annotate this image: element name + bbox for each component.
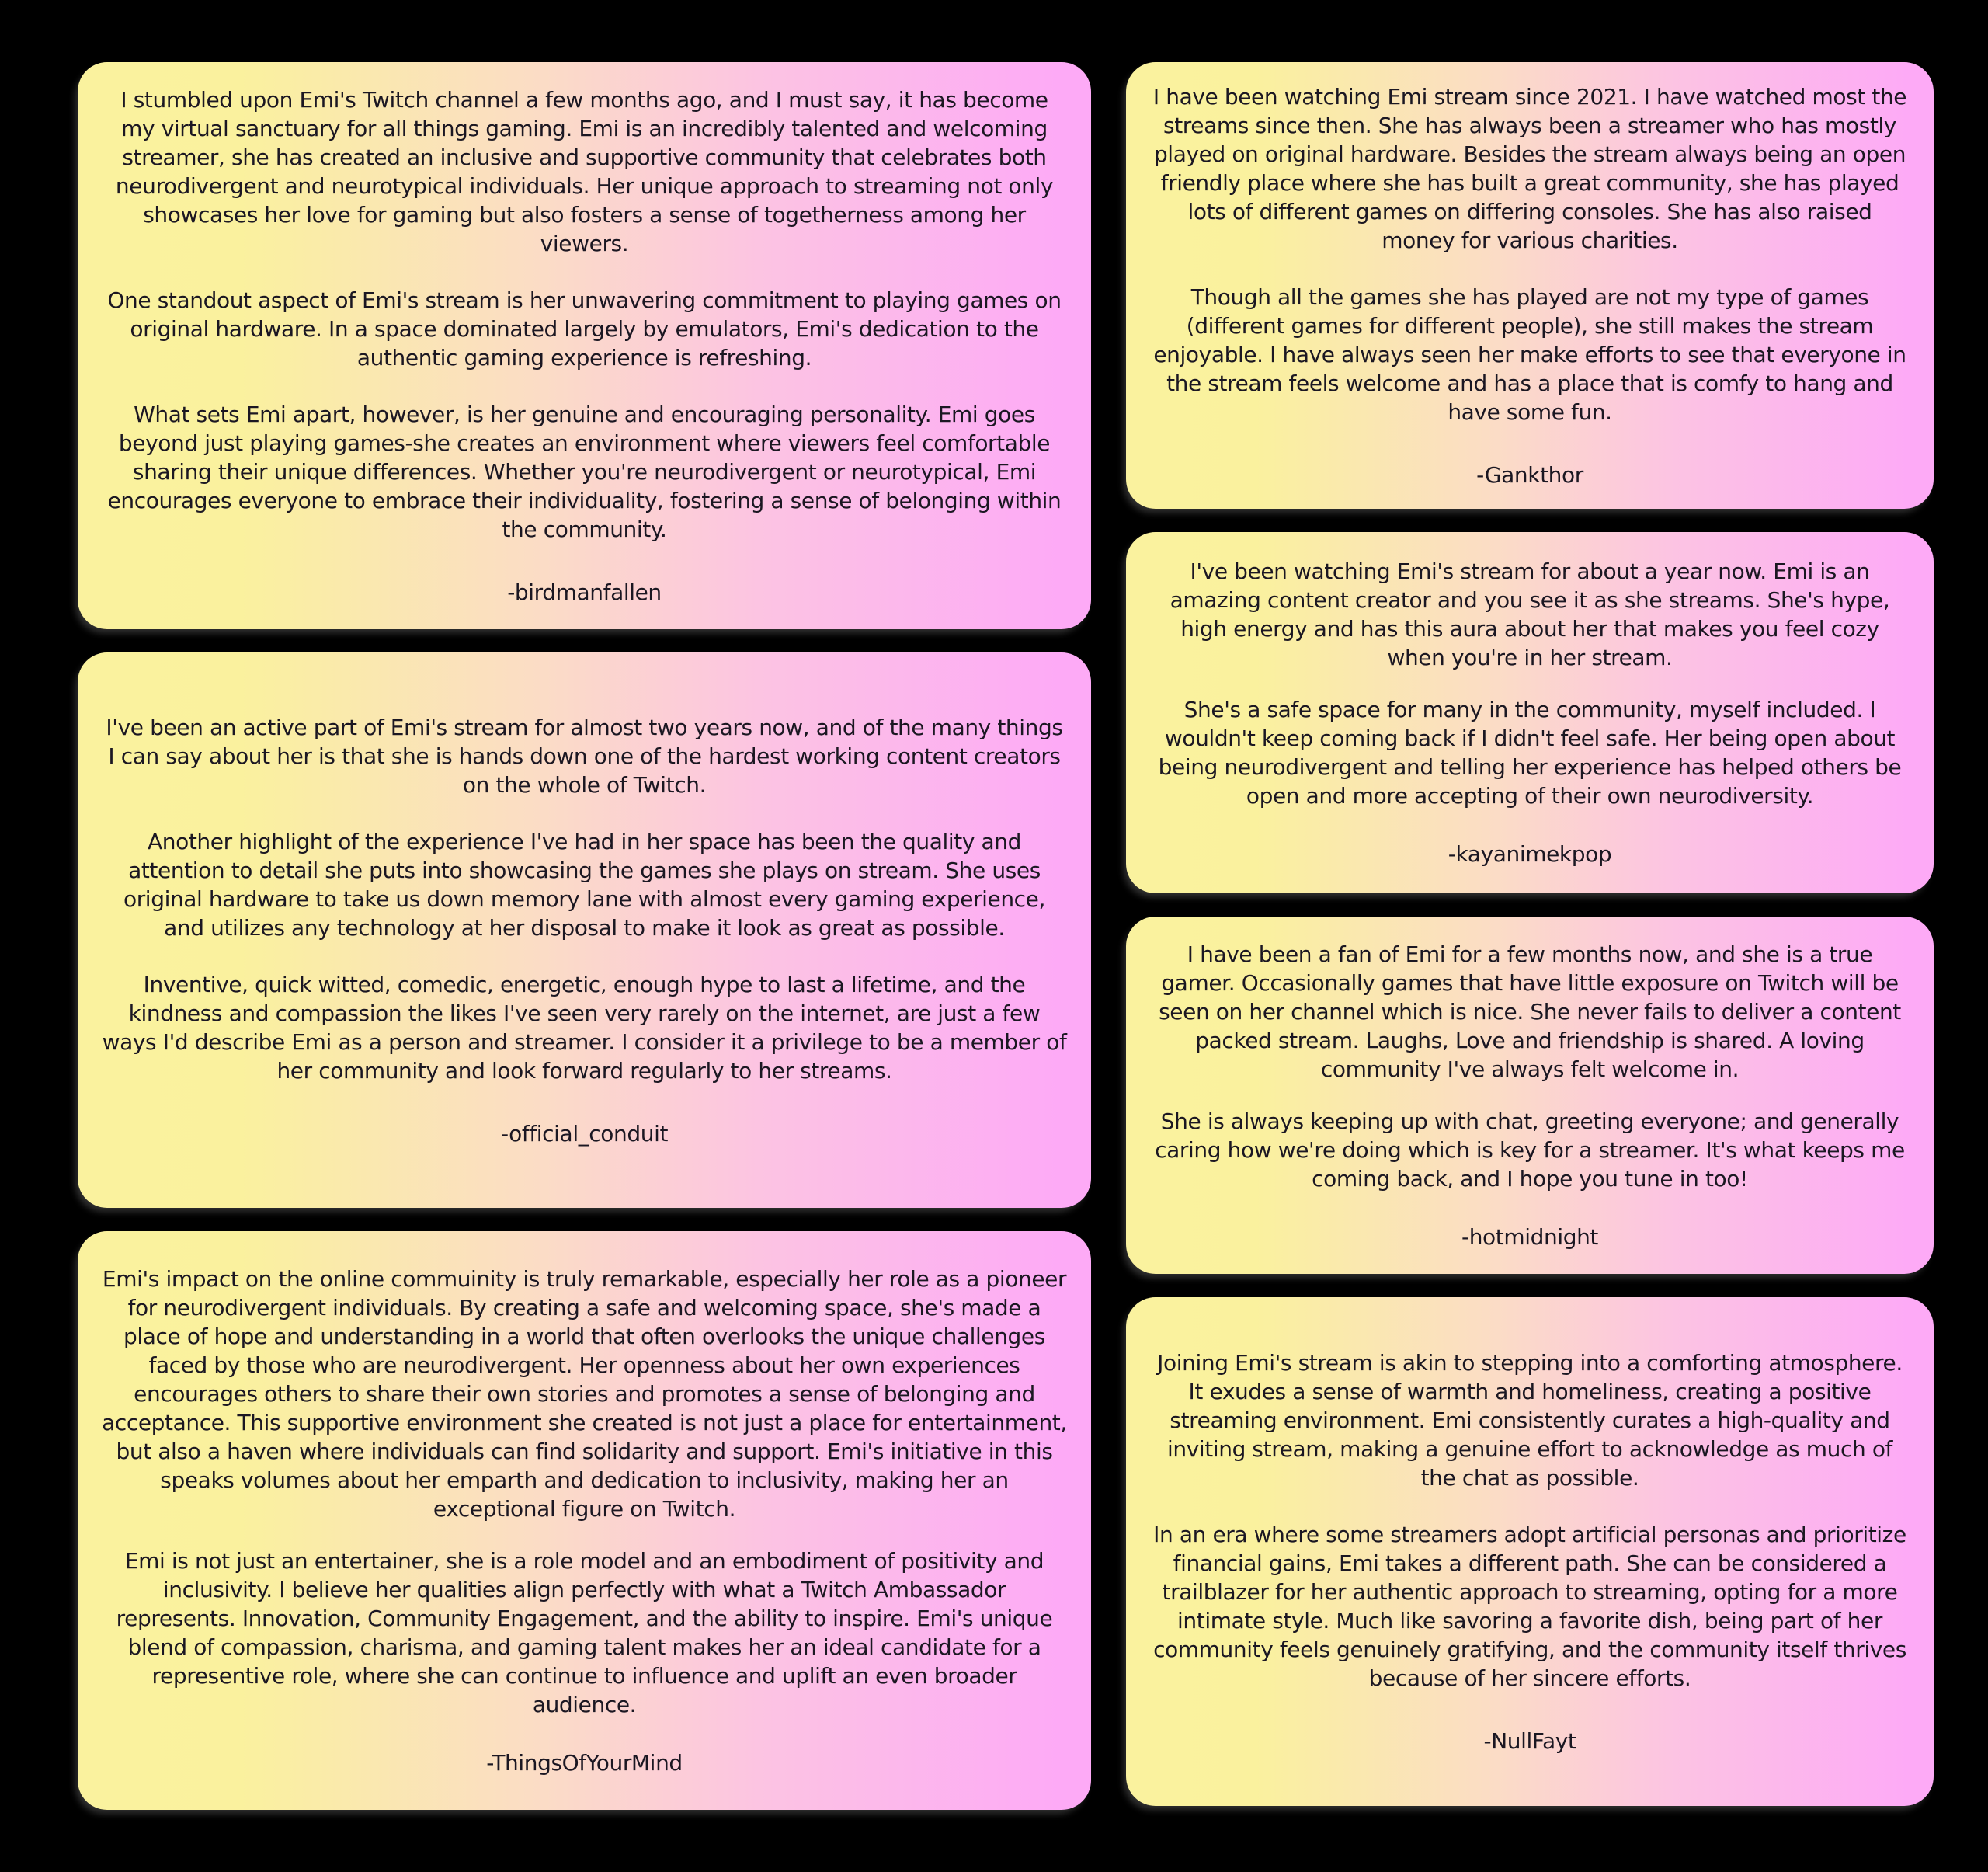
testimonial-card-kayanimekpop [1126, 532, 1934, 893]
testimonial-paragraph: Emi is not just an entertainer, she is a role model and an embodiment of positivity and inclusivity. I believe her qualities align perfectly with what a Twitch Ambassador represents. Innovation, Community Engagement, and the ability to inspire. Emi's unique blend of compassion, charisma, and gaming talent makes her an ideal candidate for a representive role, where she can continue to influence and uplift an even broader audience. [116, 1547, 1053, 1717]
testimonial-paragraph: I've been watching Emi's stream for about a year now. Emi is an amazing content creator and you see it as she streams. She's hype, high energy and has this aura about her that makes you feel cozy when you're in her stream. [1170, 558, 1890, 670]
testimonial-author: -ThingsOfYourMind [486, 1749, 683, 1776]
testimonial-paragraph: She's a safe space for many in the community, myself included. I wouldn't keep coming back if I didn't feel safe. Her being open about being neurodivergent and telling her experience has helped others be open and more accepting of their own neurodiversity. [1158, 697, 1902, 809]
testimonial-author: -birdmanfallen [507, 579, 662, 605]
testimonial-author: -hotmidnight [1461, 1223, 1598, 1250]
testimonial-paragraph: I have been a fan of Emi for a few months now, and she is a true gamer. Occasionally games that have little exposure on Twitch will be seen on her channel which is nice. She never fails to deliver a content packed stream. Laughs, Love and friendship is shared. A loving community I've always felt welcome in. [1159, 941, 1901, 1082]
right-column [1126, 62, 1934, 1806]
testimonial-paragraph: Another highlight of the experience I've had in her space has been the quality and attention to detail she puts into showcasing the games she plays on stream. She uses original hardware to take us down memory lane with almost every gaming experience, and utilizes any technology at her disposal to make it look as great as possible. [123, 828, 1046, 941]
testimonial-paragraph: I've been an active part of Emi's stream for almost two years now, and of the many things I can say about her is that she is hands down one of the hardest working content creators on the whole of Twitch. [106, 714, 1063, 798]
testimonial-author: -NullFayt [1483, 1728, 1576, 1754]
testimonial-paragraph: What sets Emi apart, however, is her genuine and encouraging personality. Emi goes beyond just playing games-she creates an environment where viewers feel comfortable sharing their unique differences. Whether you're neurodivergent or neurotypical, Emi encourages everyone to embrace their individuality, fostering a sense of belonging within the community. [107, 401, 1062, 542]
testimonial-author: -kayanimekpop [1448, 841, 1612, 867]
testimonial-author: -Gankthor [1476, 461, 1583, 488]
testimonial-paragraph: Joining Emi's stream is akin to stepping into a comforting atmosphere. It exudes a sense of warmth and homeliness, creating a positive streaming environment. Emi consistently curates a high-quality and inviting stream, making a genuine effort to acknowledge as much of the chat as possible. [1157, 1349, 1903, 1491]
left-column [78, 62, 1091, 1810]
testimonial-paragraph: I stumbled upon Emi's Twitch channel a few months ago, and I must say, it has become my virtual sanctuary for all things gaming. Emi is an incredibly talented and welcoming streamer, she has created an inclusive and supportive community that celebrates both neurodivergent and neurotypical individuals. Her unique approach to streaming not only showcases her love for gaming but also fosters a sense of togetherness among her viewers. [115, 86, 1054, 256]
testimonial-card-hotmidnight [1126, 917, 1934, 1274]
testimonial-card-thingsofyourmind [78, 1231, 1091, 1810]
testimonial-paragraph: Inventive, quick witted, comedic, energetic, enough hype to last a lifetime, and the kindness and compassion the likes I've seen very rarely on the internet, are just a few ways I'd describe Emi as a person and streamer. I consider it a privilege to be a member of her community and look forward regularly to her streams. [102, 971, 1067, 1084]
testimonial-author: -official_conduit [500, 1120, 669, 1147]
testimonial-card-official-conduit [78, 652, 1091, 1208]
testimonial-card-nullfayt [1126, 1297, 1934, 1806]
testimonial-paragraph: In an era where some streamers adopt artificial personas and prioritize financial gains, Emi takes a different path. She can be considered a trailblazer for her authentic approach to streaming, opting for a more intimate style. Much like savoring a favorite dish, being part of her community feels genuinely gratifying, and the community itself thrives because of her sincere efforts. [1153, 1521, 1906, 1691]
testimonial-card-birdmanfallen [78, 62, 1091, 629]
testimonial-paragraph: Though all the games she has played are not my type of games (different games for different people), she still makes the stream enjoyable. I have always seen her make efforts to see that everyone in the stream feels welcome and has a place that is comfy to hang and have some fun. [1153, 284, 1906, 425]
testimonial-paragraph: Emi's impact on the online commuinity is truly remarkable, especially her role as a pioneer for neurodivergent individuals. By creating a safe and welcoming space, she's made a place of hope and understanding in a world that often overlooks the unique challenges faced by those who are neurodivergent. Her openness about her own experiences encourages others to share their own stories and promotes a sense of belonging and acceptance. This supportive environment she created is not just a place for entertainment, but also a haven where individuals can find solidarity and support. Emi's initiative in this speaks volumes about her emparth and dedication to inclusivity, making her an exceptional figure on Twitch. [102, 1265, 1067, 1522]
testimonial-card-gankthor [1126, 62, 1934, 509]
testimonial-paragraph: She is always keeping up with chat, greeting everyone; and generally caring how we're doing which is key for a streamer. It's what keeps me coming back, and I hope you tune in too! [1155, 1108, 1905, 1192]
testimonial-paragraph: I have been watching Emi stream since 2021. I have watched most the streams since then. She has always been a streamer who has mostly played on original hardware. Besides the stream always being an open friendly place where she has built a great community, she has played lots of different games on differing consoles. She has also raised money for various charities. [1152, 83, 1907, 253]
testimonial-paragraph: One standout aspect of Emi's stream is her unwavering commitment to playing games on original hardware. In a space dominated largely by emulators, Emi's dedication to the authentic gaming experience is refreshing. [107, 287, 1062, 371]
